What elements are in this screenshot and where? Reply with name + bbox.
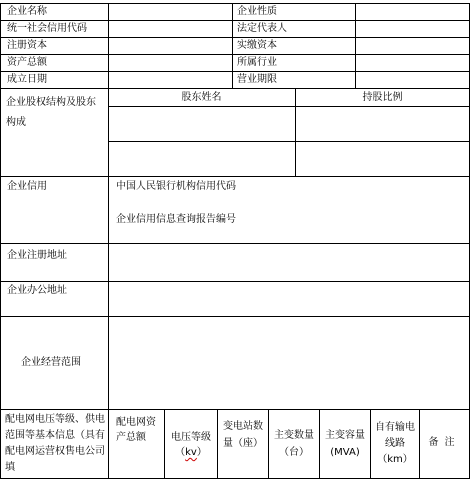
rule [0,20,470,21]
rule [232,3,233,89]
credit-pboc-code: 中国人民银行机构信用代码 [116,181,236,192]
voltage-close: ） [196,447,207,458]
header-transmission-lines: 自有输电线路（km） [375,422,415,465]
label-company-name: 企业名称 [7,6,47,17]
label-registered-capital: 注册资本 [7,40,47,51]
voltage-label: 电压等级（ [171,432,211,458]
label-registered-address: 企业注册地址 [7,250,67,261]
credit-report-number: 企业信用信息查询报告编号 [116,214,236,225]
rule [0,3,1,479]
label-shareholding: 企业股权结构及股东构成 [6,97,96,128]
rule [0,243,470,244]
rule [0,88,470,89]
rule [164,409,165,479]
rule [0,54,470,55]
header-remarks: 备注 [428,437,461,448]
label-grid-info: 配电网电压等级、供电范围等基本信息（具有配电网运营权售电公司填 [5,414,105,473]
header-grid-assets: 配电网资产总额 [116,417,156,443]
rule [0,71,470,72]
header-transformer-capacity: 主变容量(MVA) [325,430,365,458]
label-credit-code: 统一社会信用代码 [7,23,87,34]
rule [0,478,470,479]
rule [0,3,470,4]
label-credit: 企业信用 [7,181,47,192]
header-substations: 变电站数量（座） [223,421,263,449]
header-shareholder-name: 股东姓名 [181,92,222,103]
header-share-ratio: 持股比例 [362,92,403,103]
rule [108,106,470,107]
rule [355,3,356,89]
rule [0,409,470,410]
header-voltage-level [168,430,214,460]
label-business-term: 营业期限 [237,74,277,85]
rule [319,409,320,479]
voltage-unit: kv [185,447,197,458]
label-total-assets: 资产总额 [7,57,47,68]
label-business-scope: 企业经营范围 [21,357,81,368]
label-legal-rep: 法定代表人 [237,23,287,34]
label-company-nature: 企业性质 [237,6,277,17]
rule [268,409,269,479]
rule [108,3,109,479]
rule [108,141,470,142]
label-paid-capital: 实缴资本 [237,40,277,51]
rule [0,37,470,38]
label-industry: 所属行业 [237,57,277,68]
rule [0,176,470,177]
header-transformers: 主变数量（台） [274,430,314,458]
rule [370,409,371,479]
rule [0,281,470,282]
rule [217,409,218,479]
label-office-address: 企业办公地址 [7,285,67,296]
rule [0,316,470,317]
label-established: 成立日期 [7,74,47,85]
